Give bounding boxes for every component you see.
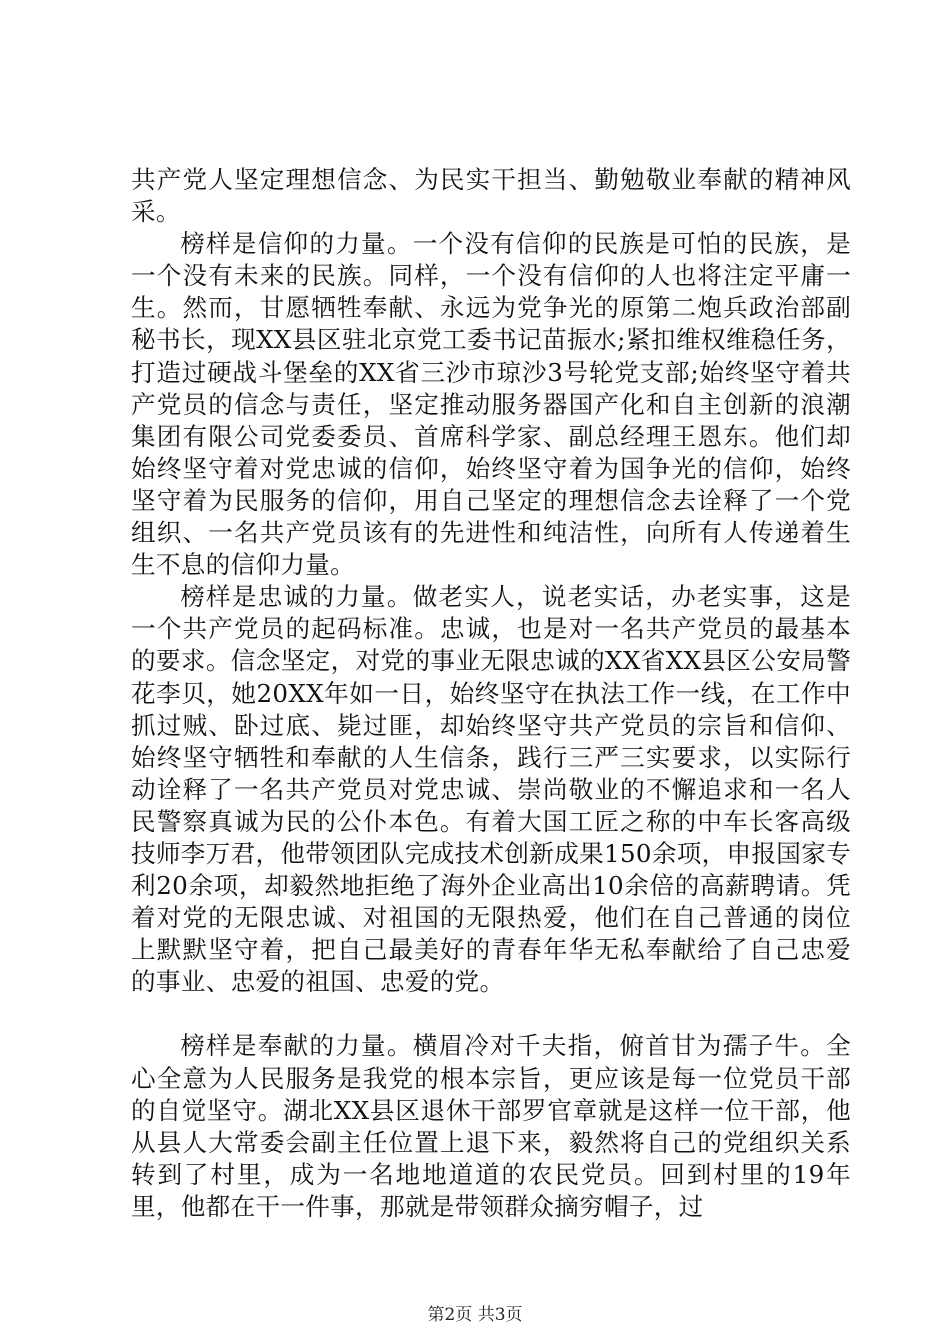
paragraph-continuation: 共产党人坚定理想信念、为民实干担当、勤勉敬业奉献的精神风采。 xyxy=(131,165,851,227)
paragraph-loyalty: 榜样是忠诚的力量。做老实人，说老实话，办老实事，这是一个共产党员的起码标准。忠诚，也是对一名共产党员的最基本的要求。信念坚定，对党的事业无限忠诚的XX省XX县区公安局警花李贝，她20XX年如一日，始终坚守在执法工作一线，在工作中抓过贼、卧过底、毙过匪，却始终坚守共产党员的宗旨和信仰、始终坚守牺牲和奉献的人生信条，践行三严三实要求，以实际行动诠释了一名共产党员对党忠诚、崇尚敬业的不懈追求和一名人民警察真诚为民的公仆本色。有着大国工匠之称的中车长客高级技师李万君，他带领团队完成技术创新成果150余项，申报国家专利20余项，却毅然地拒绝了海外企业高出10余倍的高薪聘请。凭着对党的无限忠诚、对祖国的无限热爱，他们在自己普通的岗位上默默坚守着，把自己最美好的青春年华无私奉献给了自己忠爱的事业、忠爱的祖国、忠爱的党。 xyxy=(131,582,851,997)
paragraph-dedication: 榜样是奉献的力量。横眉冷对千夫指，俯首甘为孺子牛。全心全意为人民服务是我党的根本宗旨，更应该是每一位党员干部的自觉坚守。湖北XX县区退休干部罗官章就是这样一位干部，他从县人大常委会副主任位置上退下来，毅然将自己的党组织关系转到了村里，成为一名地地道道的农民党员。回到村里的19年里，他都在干一件事，那就是带领群众摘穷帽子，过 xyxy=(131,1031,851,1221)
page-footer: 第2页 共3页 xyxy=(427,1305,523,1325)
document-body xyxy=(131,164,851,1223)
paragraph-faith: 榜样是信仰的力量。一个没有信仰的民族是可怕的民族，是一个没有未来的民族。同样，一个没有信仰的人也将注定平庸一生。然而，甘愿牺牲奉献、永远为党争光的原第二炮兵政治部副秘书长，现XX县区驻北京党工委书记苗振水;紧扣维权维稳任务，打造过硬战斗堡垒的XX省三沙市琼沙3号轮党支部;始终坚守着共产党员的信念与责任，坚定推动服务器国产化和自主创新的浪潮集团有限公司党委委员、首席科学家、副总经理王恩东。他们却始终坚守着对党忠诚的信仰，始终坚守着为国争光的信仰，始终坚守着为民服务的信仰，用自己坚定的理想信念去诠释了一个党组织、一名共产党员该有的先进性和纯洁性，向所有人传递着生生不息的信仰力量。 xyxy=(131,229,851,580)
